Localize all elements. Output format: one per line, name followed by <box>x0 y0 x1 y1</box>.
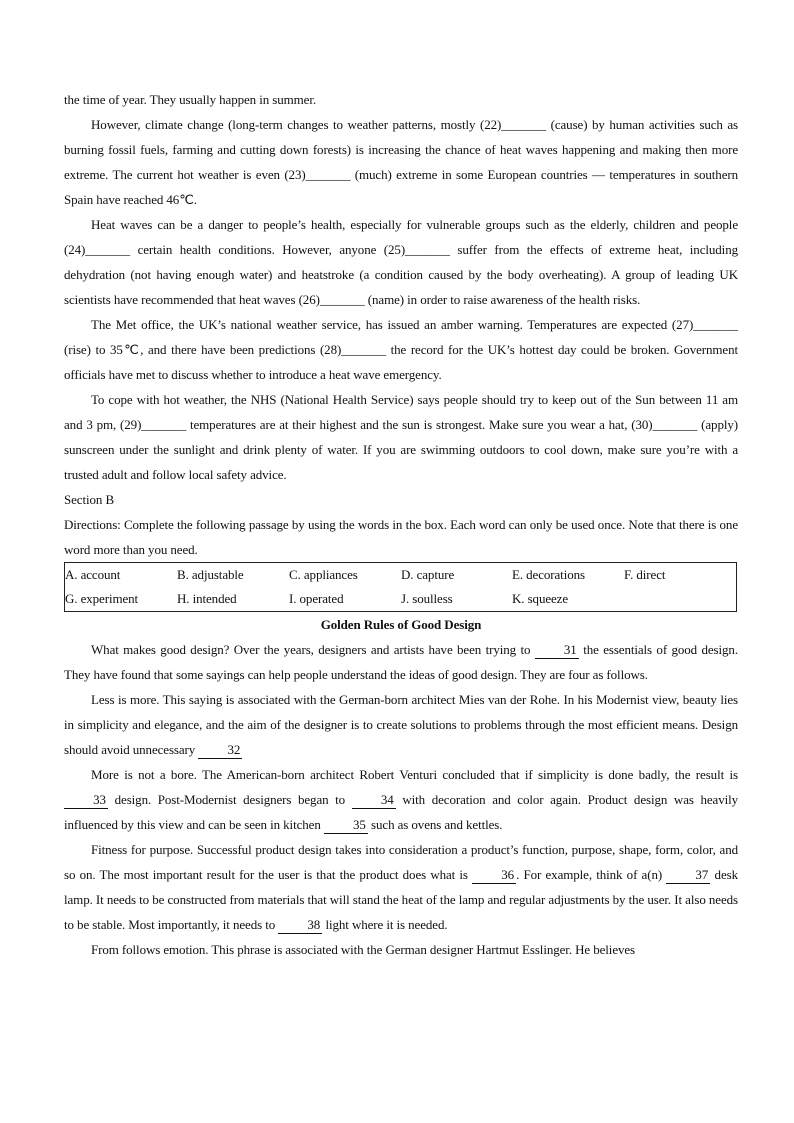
word-option: F. direct <box>624 567 666 582</box>
word-option: C. appliances <box>289 567 358 582</box>
word-option: E. decorations <box>512 567 585 582</box>
word-option: K. squeeze <box>512 591 569 606</box>
paragraph-form-follows-emotion: From follows emotion. This phrase is associated with the German designer Hartmut Esslinger. He believes <box>91 942 636 957</box>
paragraph-less-is-more <box>64 687 738 762</box>
text-run: Fitness for purpose. Successful product design takes into consideration a product’s function, purpose, shape, form, color, and so on. The most important result for the user is that the product does what is <box>64 842 738 882</box>
word-box-row <box>65 563 737 588</box>
text-run: such as ovens and kettles. <box>371 817 503 832</box>
paragraph-continued: the time of year. They usually happen in summer. <box>64 92 317 107</box>
word-option: I. operated <box>289 591 344 606</box>
blank-36: 36 <box>472 867 516 884</box>
paragraph-fitness-for-purpose <box>64 837 738 937</box>
blank-33: 33 <box>64 792 108 809</box>
text-run: the essentials of good design. They have found that some sayings can help people understand the ideas of good design. They are four as follows. <box>64 642 738 682</box>
paragraph-more-is-not-a-bore <box>64 762 738 837</box>
word-option: G. experiment <box>65 591 139 606</box>
passage-title: Golden Rules of Good Design <box>320 617 482 632</box>
paragraph-met-office: The Met office, the UK’s national weather service, has issued an amber warning. Temperatures are expected (27)_______ (rise) to 35℃, and there have been predictions (28)_______ the record for the UK’s hottest day could be broken. Government officials have met to discuss whether to introduce a heat wave emergency. <box>64 317 738 382</box>
blank-37: 37 <box>666 867 710 884</box>
text-run: More is not a bore. The American-born architect Robert Venturi concluded that if simplicity is done badly, the result is <box>91 767 738 782</box>
text-run: design. Post-Modernist designers began to <box>114 792 346 807</box>
word-option: B. adjustable <box>177 567 244 582</box>
word-option <box>624 587 737 612</box>
section-b-directions: Directions: Complete the following passage by using the words in the box. Each word can only be used once. Note that there is one word more than you need. <box>64 517 738 557</box>
blank-32: 32 <box>198 742 242 759</box>
text-run: Less is more. This saying is associated with the German-born architect Mies van der Rohe. In his Modernist view, beauty lies in simplicity and elegance, and the aim of the designer is to create solutions to problems through the most efficient means. Design should avoid unnecessary <box>64 692 738 757</box>
word-option: D. capture <box>401 567 455 582</box>
text-run: desk lamp. It needs to be constructed from materials that will stand the heat of the lamp and regular adjustments by the user. It also needs to be stable. Most importantly, it needs to <box>64 867 738 932</box>
paragraph-good-design <box>64 637 738 687</box>
section-b-heading: Section B <box>64 492 115 507</box>
word-option: A. account <box>65 567 121 582</box>
text-run: What makes good design? Over the years, designers and artists have been trying to <box>91 642 531 657</box>
blank-38: 38 <box>278 917 322 934</box>
word-option: J. soulless <box>401 591 453 606</box>
text-run: . For example, think of a(n) <box>516 867 663 882</box>
word-box <box>64 562 737 612</box>
word-box-row <box>65 587 737 612</box>
blank-31: 31 <box>535 642 579 659</box>
paragraph-health: Heat waves can be a danger to people’s health, especially for vulnerable groups such as the elderly, children and people (24)_______ certain health conditions. However, anyone (25)_______ suffer from the effects of extreme heat, including dehydration (not having enough water) and heatstroke (a condition caused by the body overheating). A group of leading UK scientists have recommended that heat waves (26)_______ (name) in order to raise awareness of the health risks. <box>64 217 738 307</box>
blank-34: 34 <box>352 792 396 809</box>
document-page <box>64 87 738 962</box>
word-option: H. intended <box>177 591 237 606</box>
paragraph-climate-change: However, climate change (long-term changes to weather patterns, mostly (22)_______ (cause) by human activities such as burning fossil fuels, farming and cutting down forests) is increasing the chance of heat waves happening and making then more extreme. The current hot weather is even (23)_______ (much) extreme in some European countries — temperatures in southern Spain have reached 46℃. <box>64 117 738 207</box>
paragraph-nhs: To cope with hot weather, the NHS (National Health Service) says people should try to keep out of the Sun between 11 am and 3 pm, (29)_______ temperatures are at their highest and the sun is strongest. Make sure you wear a hat, (30)_______ (apply) sunscreen under the sunlight and drink plenty of water. If you are swimming outdoors to cool down, make sure you’re with a trusted adult and follow local safety advice. <box>64 392 738 482</box>
text-run: light where it is needed. <box>325 917 448 932</box>
blank-35: 35 <box>324 817 368 834</box>
text-run: with decoration and color again. Product design was heavily influenced by this view and can be seen in kitchen <box>64 792 739 832</box>
